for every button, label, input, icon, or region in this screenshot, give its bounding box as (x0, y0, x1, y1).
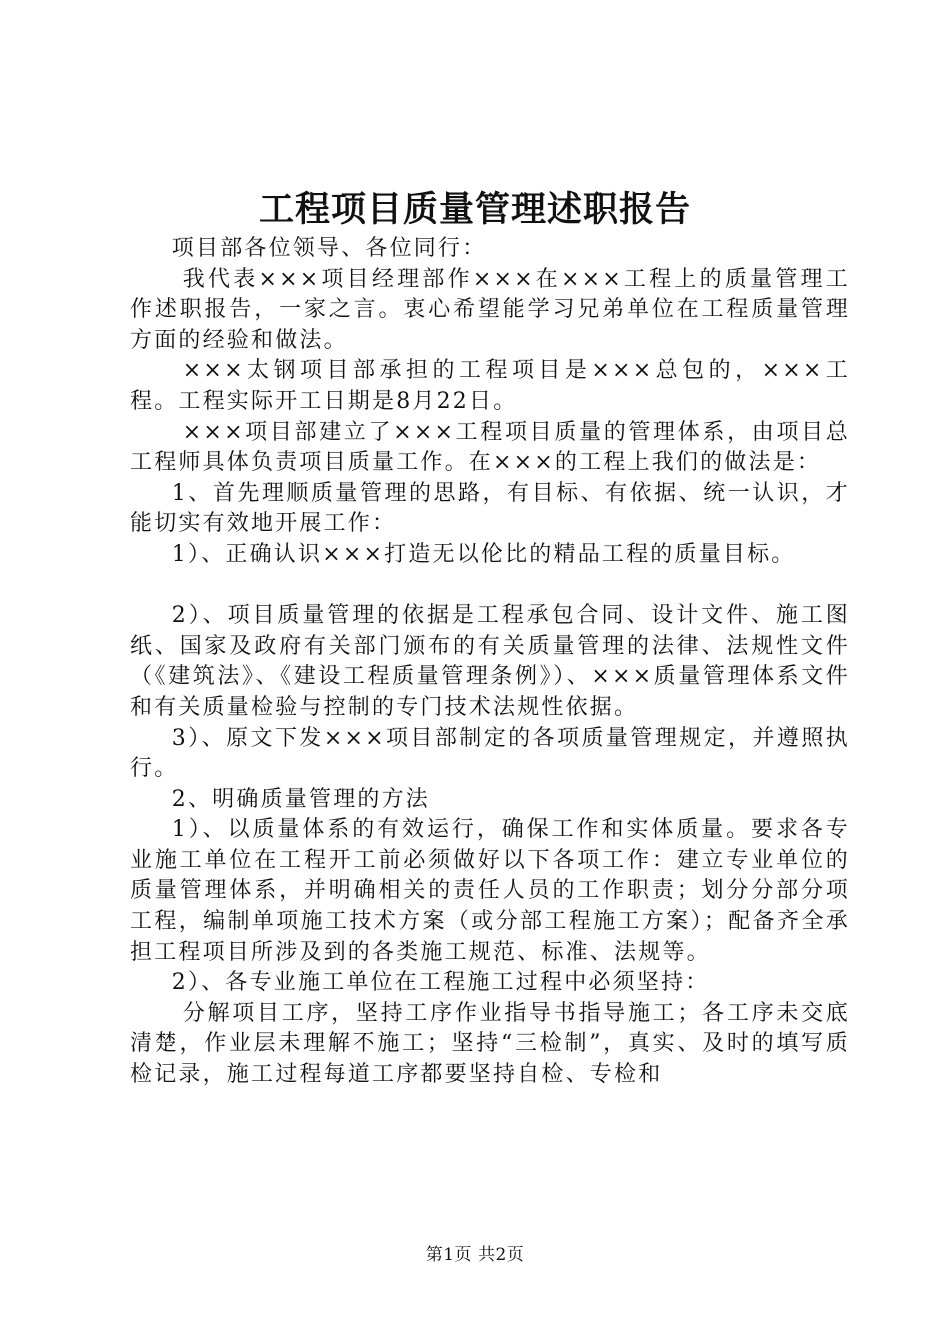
paragraph-salutation: 项目部各位领导、各位同行： (171, 236, 487, 261)
paragraph-intro: 我代表×××项目经理部作×××在×××工程上的质量管理工作述职报告，一家之言。衷心希望能学习兄弟单位在工程质量管理方面的经验和做法。 (130, 266, 850, 353)
paragraph-section-1: 1、首先理顺质量管理的思路，有目标、有依据、统一认识，才能切实有效地开展工作： (130, 480, 850, 537)
paragraph-project: ×××太钢项目部承担的工程项目是×××总包的，×××工程。工程实际开工日期是8月22日。 (130, 358, 850, 414)
document-title: 工程项目质量管理述职报告 (258, 189, 691, 230)
page-footer: 第1页 共2页 (425, 1245, 525, 1265)
paragraph-system: ×××项目部建立了×××工程项目质量的管理体系，由项目总工程师具体负责项目质量工作。在×××的工程上我们的做法是： (130, 419, 851, 476)
paragraph-item-1-2: 2）、项目质量管理的依据是工程承包合同、设计文件、施工图纸、国家及政府有关部门颁布的有关质量管理的法律、法规性文件（《建筑法》、《建设工程质量管理条例》）、×××质量管理体系文件和有关质量检验与控制的专门技术法规性依据。 (130, 603, 850, 720)
paragraph-item-2-1: 1）、以质量体系的有效运行，确保工作和实体质量。要求各专业施工单位在工程开工前必须做好以下各项工作：建立专业单位的质量管理体系，并明确相关的责任人员的工作职责；划分分部分项工程，编制单项施工技术方案（或分部工程施工方案）；配备齐全承担工程项目所涉及到的各类施工规范、标准、法规等。 (130, 817, 850, 965)
paragraph-item-2-2: 2）、各专业施工单位在工程施工过程中必须坚持： (171, 970, 710, 996)
paragraph-item-1-3: 3）、原文下发×××项目部制定的各项质量管理规定，并遵照执行。 (130, 725, 850, 782)
paragraph-item-1-1: 1）、正确认识×××打造无以伦比的精品工程的质量目标。 (171, 541, 796, 567)
document-body (130, 234, 850, 1091)
blank-line (130, 571, 850, 602)
paragraph-section-2: 2、明确质量管理的方法 (171, 786, 430, 812)
paragraph-item-2-2-detail: 分解项目工序，坚持工序作业指导书指导施工；各工序未交底清楚，作业层未理解不施工；坚持“三检制”，真实、及时的填写质检记录，施工过程每道工序都要坚持自检、专检和 (130, 1000, 850, 1088)
